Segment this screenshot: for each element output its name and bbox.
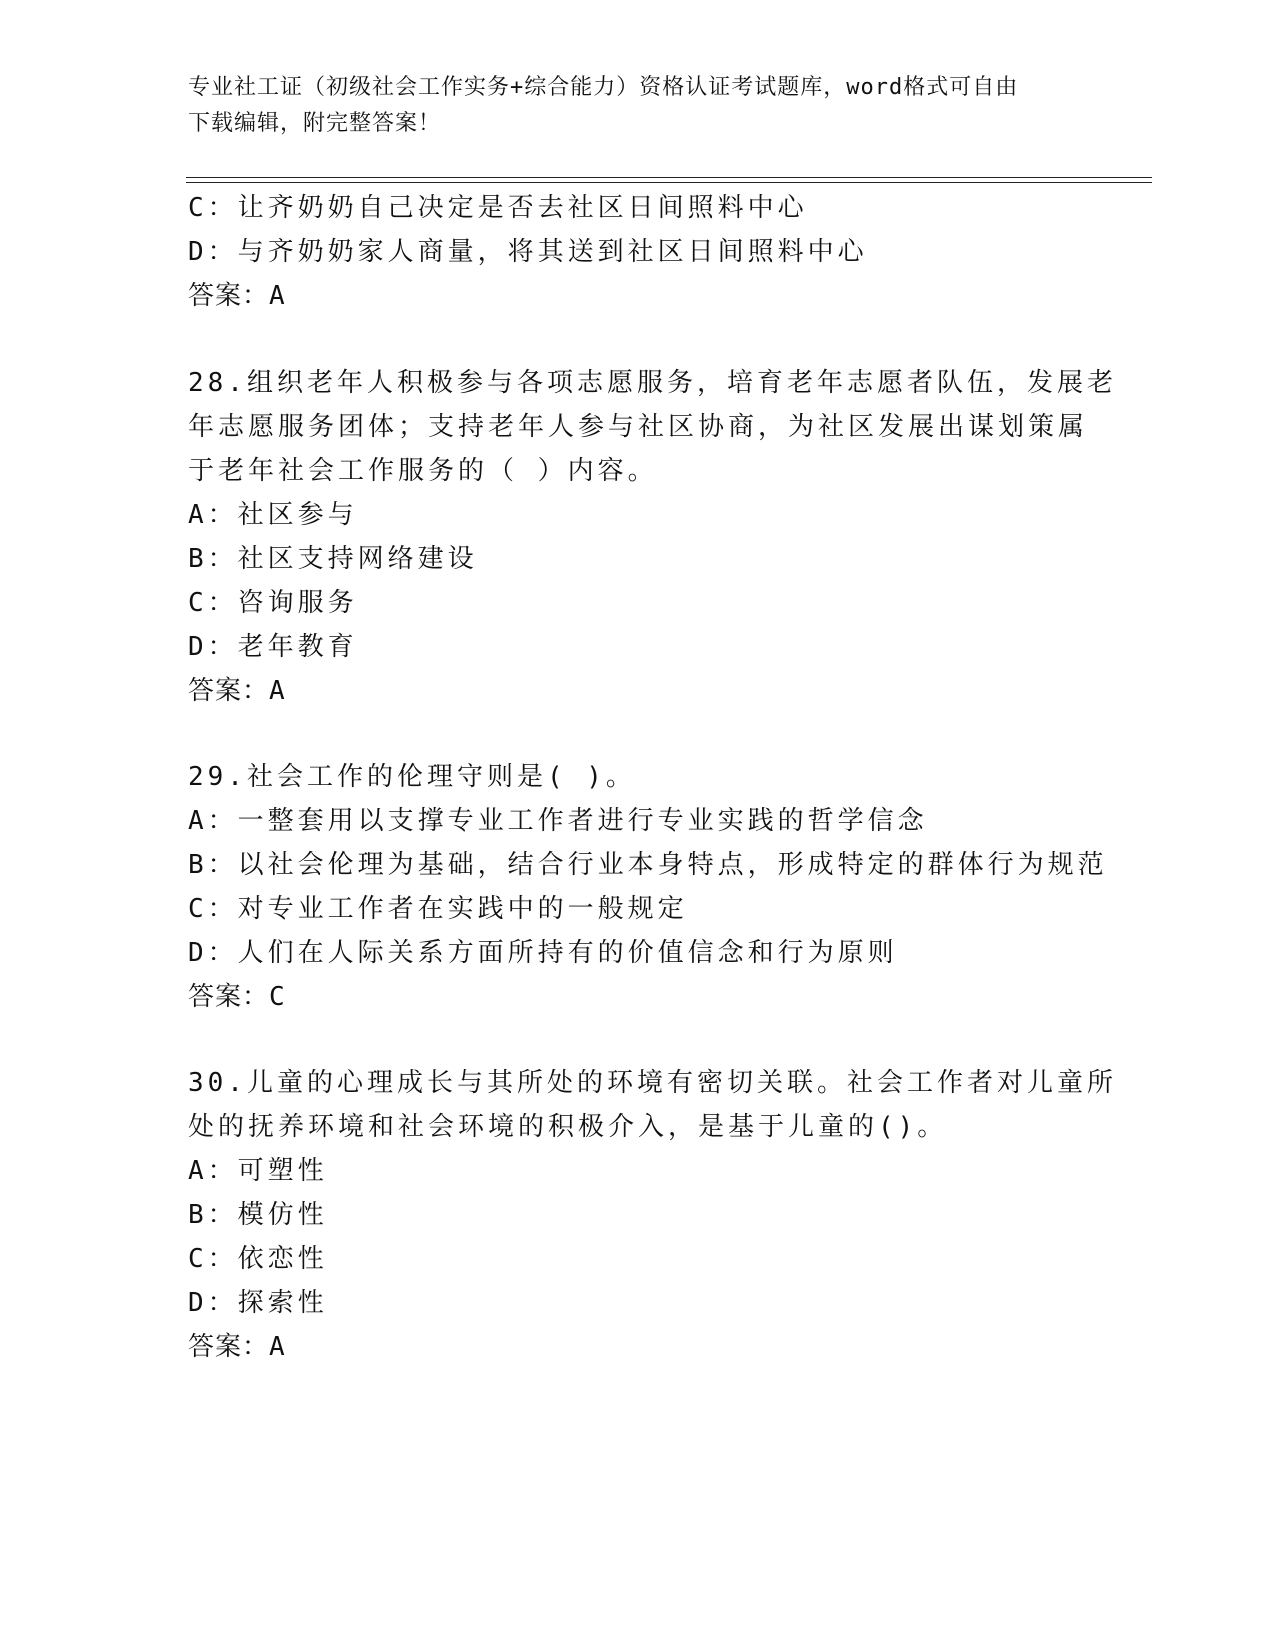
q30-stem-line-2: 处的抚养环境和社会环境的积极介入，是基于儿童的()。 — [188, 1112, 948, 1142]
q29-option-a: A：一整套用以支撑专业工作者进行专业实践的哲学信念 — [188, 806, 928, 836]
q29-option-b: B：以社会伦理为基础，结合行业本身特点，形成特定的群体行为规范 — [188, 850, 1108, 880]
q27-answer: 答案：A — [188, 281, 286, 311]
header-line-2: 下载编辑，附完整答案！ — [188, 111, 442, 136]
q30-option-b: B：模仿性 — [188, 1200, 328, 1230]
q28-stem-line-1: 28.组织老年人积极参与各项志愿服务，培育老年志愿者队伍，发展老 — [188, 368, 1117, 398]
q30-answer: 答案：A — [188, 1332, 286, 1362]
q27-option-d: D：与齐奶奶家人商量，将其送到社区日间照料中心 — [188, 237, 868, 267]
q30-option-c: C：依恋性 — [188, 1244, 328, 1274]
q27-option-c: C：让齐奶奶自己决定是否去社区日间照料中心 — [188, 193, 808, 223]
q29-answer: 答案：C — [188, 982, 286, 1012]
q30-option-a: A：可塑性 — [188, 1156, 328, 1186]
q29-option-c: C：对专业工作者在实践中的一般规定 — [188, 894, 688, 924]
q28-option-b: B：社区支持网络建设 — [188, 544, 478, 574]
header-line-1: 专业社工证（初级社会工作实务+综合能力）资格认证考试题库，word格式可自由 — [188, 75, 1019, 100]
q28-answer: 答案：A — [188, 676, 286, 706]
q28-option-a: A：社区参与 — [188, 500, 358, 530]
q28-stem-line-2: 年志愿服务团体；支持老年人参与社区协商，为社区发展出谋划策属 — [188, 412, 1089, 442]
q28-option-c: C：咨询服务 — [188, 588, 358, 618]
q30-option-d: D：探索性 — [188, 1288, 328, 1318]
q29-option-d: D：人们在人际关系方面所持有的价值信念和行为原则 — [188, 938, 898, 968]
document-header — [188, 70, 1088, 142]
header-divider-top — [186, 177, 1152, 178]
q28-option-d: D：老年教育 — [188, 632, 358, 662]
q30-stem-line-1: 30.儿童的心理成长与其所处的环境有密切关联。社会工作者对儿童所 — [188, 1068, 1117, 1098]
q29-stem-line-1: 29.社会工作的伦理守则是( )。 — [188, 762, 636, 792]
header-divider-bottom — [186, 182, 1152, 183]
q28-stem-line-3: 于老年社会工作服务的（ ）内容。 — [188, 456, 658, 486]
